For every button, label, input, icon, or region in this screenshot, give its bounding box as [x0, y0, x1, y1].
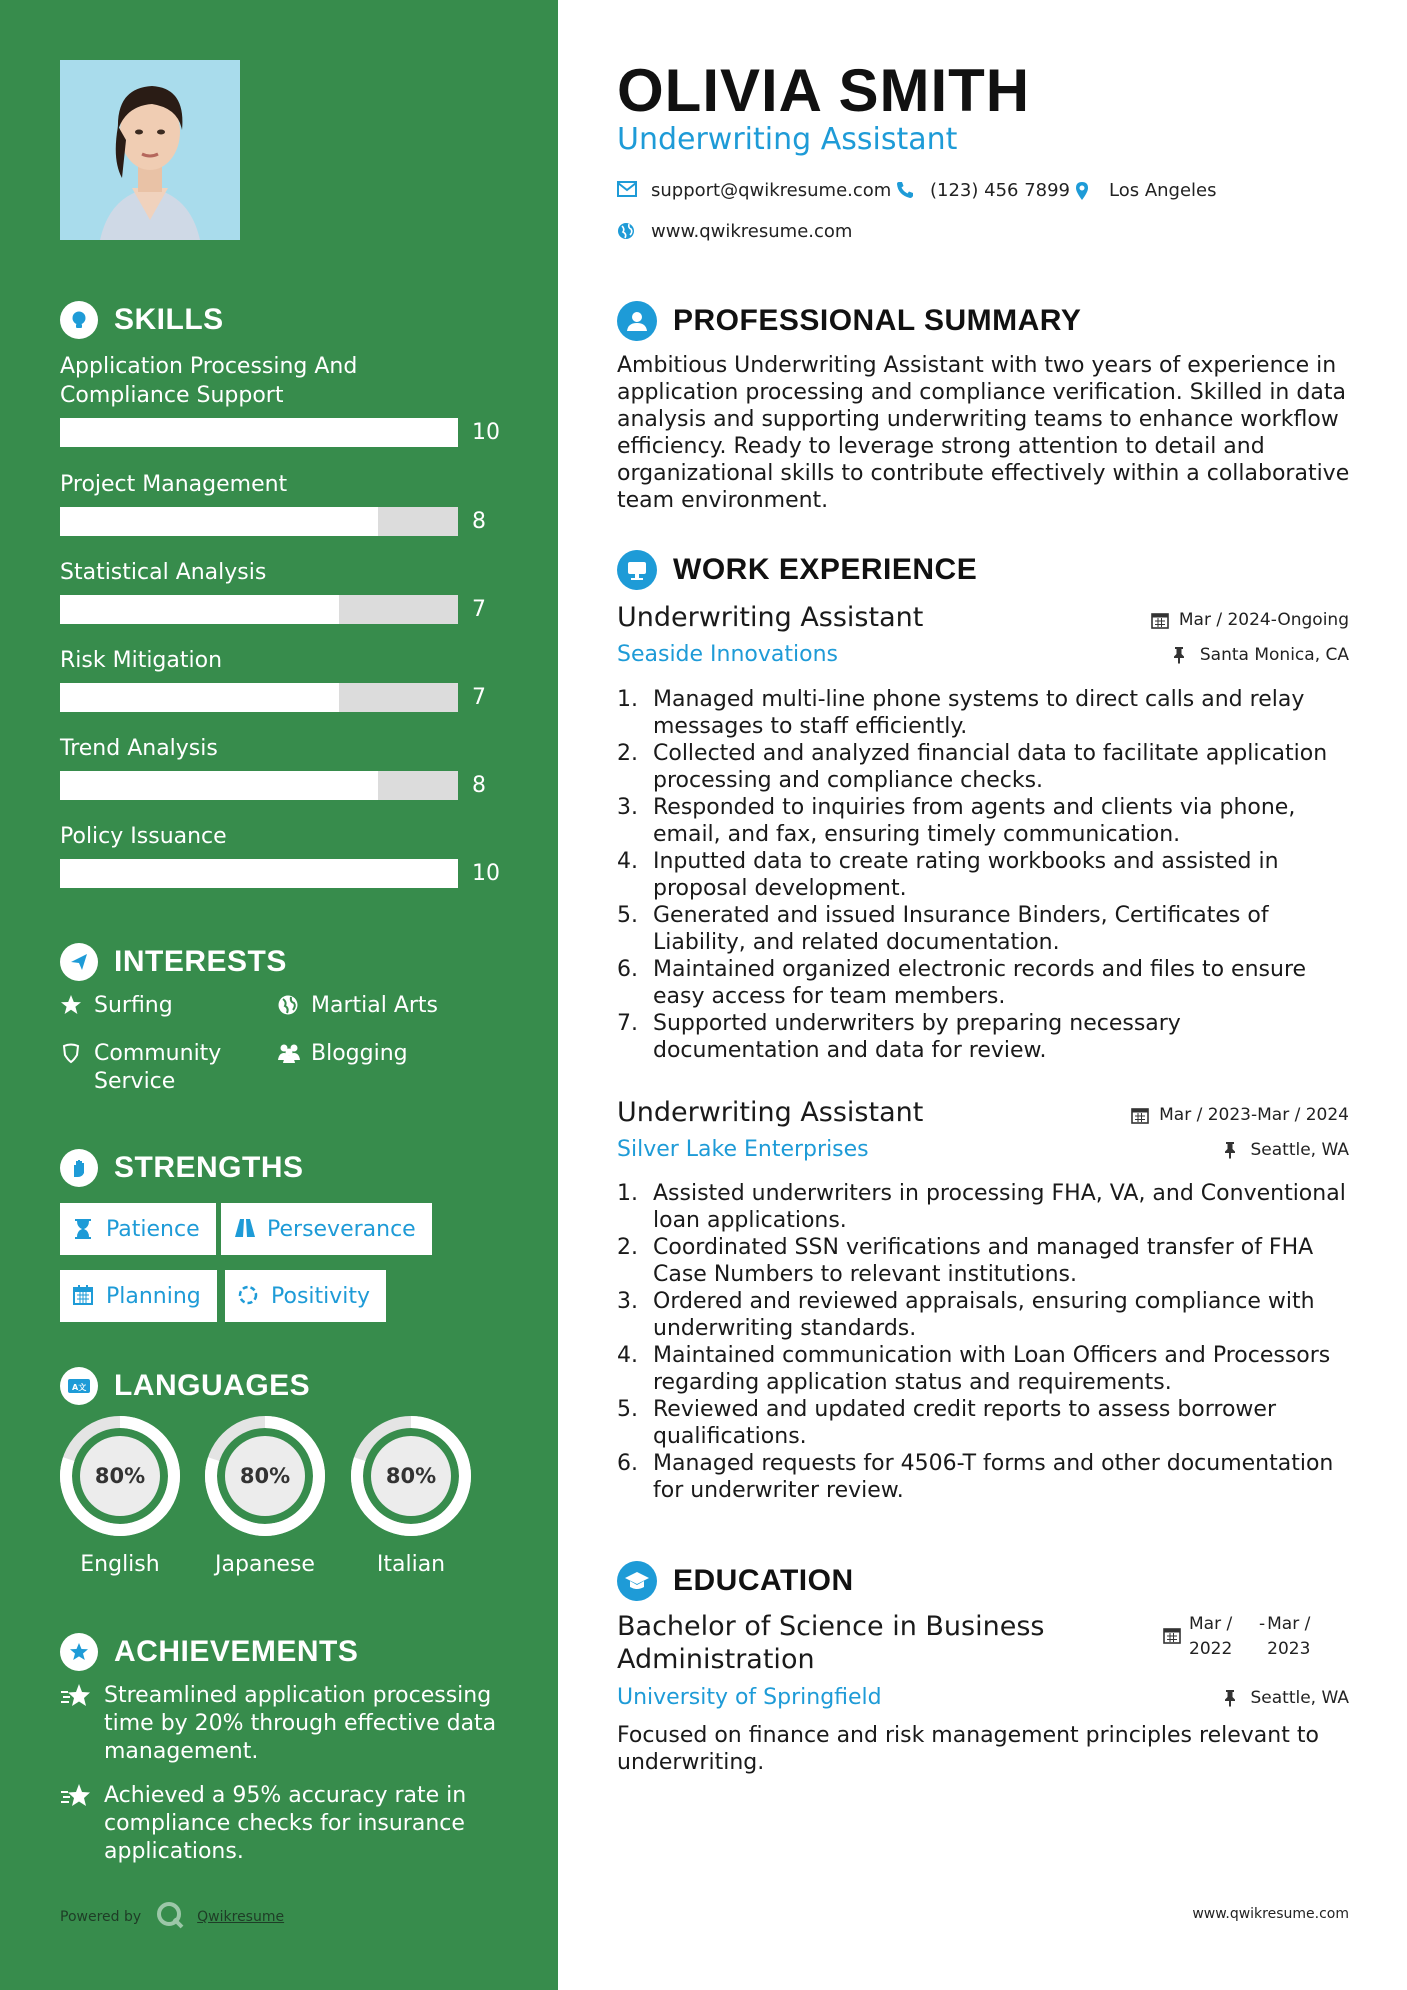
- skill-bar-fill: [60, 418, 458, 447]
- interest-item: [60, 1040, 260, 1096]
- strengths-heading: [60, 1148, 510, 1188]
- sidebar: [0, 0, 558, 1990]
- job-dates-text: Mar / 2024-Ongoing: [1178, 610, 1349, 630]
- contact-phone[interactable]: [896, 180, 1070, 201]
- job-location-text: Seattle, WA: [1250, 1140, 1349, 1160]
- job-location: [1223, 1140, 1350, 1160]
- experience-heading: [617, 550, 977, 590]
- skill-name: Risk Mitigation: [60, 648, 223, 673]
- school-name: University of Springfield: [617, 1685, 882, 1710]
- duty-text: Inputted data to create rating workbooks and assisted in proposal development.: [653, 849, 1279, 901]
- interest-item: [277, 992, 497, 1020]
- interests-section: [60, 942, 510, 982]
- interest-label: Community Service: [94, 1041, 222, 1094]
- duty-text: Assisted underwriters in processing FHA, VA, and Conventional loan applications.: [653, 1181, 1346, 1233]
- duty-text: Generated and issued Insurance Binders, Certificates of Liability, and related documentation.: [653, 903, 1269, 955]
- pushpin-icon: [1172, 646, 1190, 664]
- interest-label: Blogging: [311, 1041, 408, 1066]
- skill-value: 8: [472, 773, 486, 798]
- language-item: [58, 1414, 182, 1577]
- job-duties: [617, 1180, 1357, 1504]
- map-pin-icon: [1075, 181, 1095, 201]
- summary-heading: [617, 301, 1081, 341]
- globe-icon: [277, 994, 301, 1018]
- candidate-title: Underwriting Assistant: [617, 122, 958, 157]
- envelope-icon: [617, 181, 637, 201]
- circle-notch-icon: [237, 1284, 261, 1308]
- interests-heading: [60, 942, 510, 982]
- job-title: Underwriting Assistant: [617, 602, 924, 633]
- language-item: [203, 1414, 327, 1577]
- user-icon: [617, 301, 657, 341]
- languages-section: [60, 1366, 510, 1406]
- duty-text: Maintained organized electronic records and files to ensure easy access for team members.: [653, 957, 1307, 1009]
- qwikresume-link[interactable]: Qwikresume: [197, 1909, 285, 1925]
- summary-title: PROFESSIONAL SUMMARY: [673, 304, 1082, 337]
- achievements-title: ACHIEVEMENTS: [114, 1635, 359, 1668]
- strength-chip: [60, 1203, 216, 1255]
- job-duties: [617, 686, 1357, 1064]
- skill-item: [60, 734, 510, 800]
- briefcase-icon: [617, 550, 657, 590]
- skill-name: Policy Issuance: [60, 824, 227, 849]
- achievement-item: [60, 1782, 500, 1866]
- profile-photo: [60, 60, 240, 240]
- skill-bar: [60, 771, 458, 800]
- location-text: Los Angeles: [1109, 180, 1217, 201]
- skill-bar: [60, 859, 458, 888]
- strength-label: Patience: [106, 1216, 200, 1242]
- phone-icon: [896, 181, 916, 201]
- strength-chip: [221, 1203, 432, 1255]
- education-description: Focused on finance and risk management principles relevant to underwriting.: [617, 1723, 1319, 1775]
- star-trail-icon: [60, 1782, 92, 1810]
- skills-section: [60, 300, 510, 340]
- duty-text: Maintained communication with Loan Officers and Processors regarding application status and requirements.: [653, 1343, 1331, 1395]
- skill-name: Application Processing And Compliance Support: [60, 354, 358, 408]
- job-location: [1172, 645, 1349, 665]
- skills-heading: [60, 300, 510, 340]
- star-trail-icon: [60, 1682, 92, 1710]
- education-date-separator: -: [1259, 1614, 1266, 1634]
- graduation-cap-icon: [617, 1561, 657, 1601]
- users-icon: [277, 1042, 301, 1066]
- strength-chip: [225, 1270, 386, 1322]
- hand-icon: [60, 1149, 98, 1187]
- strength-label: Perseverance: [267, 1216, 416, 1242]
- email-text: support@qwikresume.com: [651, 180, 892, 201]
- job-company: Seaside Innovations: [617, 642, 838, 667]
- achievements-heading: [60, 1632, 510, 1672]
- skill-value: 10: [472, 861, 500, 886]
- skill-bar-fill: [60, 595, 339, 624]
- skill-item: [60, 822, 510, 888]
- star-badge-icon: [60, 1633, 98, 1671]
- strengths-title: STRENGTHS: [114, 1151, 304, 1184]
- education-location-text: Seattle, WA: [1250, 1688, 1349, 1708]
- strength-chip: [60, 1270, 217, 1322]
- languages-heading: [60, 1366, 510, 1406]
- duty-item: 5. Generated and issued Insurance Binders, Certificates of Liability, and related documentation.: [617, 902, 1357, 956]
- website-text: www.qwikresume.com: [651, 221, 853, 242]
- globe-icon: [617, 222, 637, 242]
- language-item: [349, 1414, 473, 1577]
- interest-label: Martial Arts: [311, 993, 439, 1018]
- job-dates-text: Mar / 2023-Mar / 2024: [1159, 1105, 1349, 1125]
- duty-item: 7. Supported underwriters by preparing necessary documentation and data for review.: [617, 1010, 1357, 1064]
- interest-item: [60, 992, 260, 1020]
- experience-title: WORK EXPERIENCE: [673, 553, 978, 586]
- strength-label: Positivity: [271, 1283, 371, 1309]
- education-heading: [617, 1561, 854, 1601]
- star-icon: [60, 994, 84, 1018]
- hourglass-icon: [72, 1217, 96, 1241]
- powered-by-label: Powered by: [60, 1909, 142, 1925]
- skill-item: [60, 352, 510, 447]
- interest-label: Surfing: [94, 993, 173, 1018]
- education-title: EDUCATION: [673, 1564, 854, 1597]
- language-icon: [60, 1367, 98, 1405]
- svg-text:A文: A文: [72, 1383, 87, 1392]
- job-location-text: Santa Monica, CA: [1199, 645, 1349, 665]
- skill-item: [60, 470, 510, 536]
- language-name: English: [80, 1552, 160, 1577]
- language-ring: [349, 1414, 473, 1538]
- duty-text: Managed requests for 4506-T forms and other documentation for underwriter review.: [653, 1451, 1334, 1503]
- duty-text: Reviewed and updated credit reports to assess borrower qualifications.: [653, 1397, 1276, 1449]
- skill-bar: [60, 595, 458, 624]
- duty-item: 3. Responded to inquiries from agents and clients via phone, email, and fax, ensuring timely communication.: [617, 794, 1357, 848]
- skill-bar: [60, 418, 458, 447]
- powered-by: [60, 1900, 284, 1934]
- skill-item: [60, 646, 510, 712]
- skills-title: SKILLS: [114, 303, 224, 336]
- duty-item: 4. Maintained communication with Loan Officers and Processors regarding application status and requirements.: [617, 1342, 1357, 1396]
- language-percent: 80%: [371, 1436, 451, 1516]
- calendar-icon: [1151, 611, 1169, 629]
- strength-label: Planning: [106, 1283, 201, 1309]
- footer-website[interactable]: www.qwikresume.com: [1192, 1906, 1349, 1922]
- duty-text: Coordinated SSN verifications and managed transfer of FHA Case Numbers to relevant institutions.: [653, 1235, 1314, 1287]
- job-dates: [1131, 1105, 1349, 1125]
- language-ring: [203, 1414, 327, 1538]
- language-name: Japanese: [215, 1552, 315, 1577]
- interest-item: [277, 1040, 497, 1068]
- duty-item: 6. Managed requests for 4506-T forms and other documentation for underwriter review.: [617, 1450, 1357, 1504]
- language-percent: 80%: [80, 1436, 160, 1516]
- calendar-icon: [1131, 1106, 1149, 1124]
- pushpin-icon: [1223, 1141, 1241, 1159]
- skill-value: 7: [472, 685, 486, 710]
- language-ring: [58, 1414, 182, 1538]
- skill-name: Statistical Analysis: [60, 560, 267, 585]
- candidate-name: OLIVIA SMITH: [617, 57, 1031, 124]
- duty-item: 2. Coordinated SSN verifications and managed transfer of FHA Case Numbers to relevant institutions.: [617, 1234, 1357, 1288]
- duty-item: 1. Managed multi-line phone systems to direct calls and relay messages to staff efficiently.: [617, 686, 1357, 740]
- skill-name: Project Management: [60, 472, 288, 497]
- skill-value: 10: [472, 420, 500, 445]
- job-title: Underwriting Assistant: [617, 1097, 924, 1128]
- skill-bar-fill: [60, 859, 458, 888]
- lightbulb-icon: [60, 301, 98, 339]
- contact-location: [1075, 180, 1217, 201]
- duty-item: 1. Assisted underwriters in processing FHA, VA, and Conventional loan applications.: [617, 1180, 1357, 1234]
- achievement-text: Streamlined application processing time by 20% through effective data management.: [104, 1683, 497, 1764]
- duty-text: Collected and analyzed financial data to facilitate application processing and compliance checks.: [653, 741, 1328, 793]
- duty-item: 6. Maintained organized electronic records and files to ensure easy access for team members.: [617, 956, 1357, 1010]
- skill-item: [60, 558, 510, 624]
- calendar-icon: [1163, 1626, 1181, 1644]
- duty-item: 4. Inputted data to create rating workbooks and assisted in proposal development.: [617, 848, 1357, 902]
- degree-title: Bachelor of Science in Business Administration: [617, 1611, 1045, 1675]
- pushpin-icon: [1223, 1689, 1241, 1707]
- language-percent: 80%: [225, 1436, 305, 1516]
- achievement-item: [60, 1682, 500, 1766]
- education-location: [1223, 1688, 1350, 1708]
- skill-name: Trend Analysis: [60, 736, 218, 761]
- duty-text: Ordered and reviewed appraisals, ensuring compliance with underwriting standards.: [653, 1289, 1315, 1341]
- achievement-text: Achieved a 95% accuracy rate in compliance checks for insurance applications.: [104, 1783, 467, 1864]
- duty-item: 5. Reviewed and updated credit reports to assess borrower qualifications.: [617, 1396, 1357, 1450]
- language-name: Italian: [376, 1552, 446, 1577]
- skill-value: 7: [472, 597, 486, 622]
- education-dates: [1163, 1612, 1329, 1662]
- languages-title: LANGUAGES: [114, 1369, 311, 1402]
- duty-item: 3. Ordered and reviewed appraisals, ensuring compliance with underwriting standards.: [617, 1288, 1357, 1342]
- summary-text: Ambitious Underwriting Assistant with two years of experience in application processing and compliance verification. Skilled in data analysis and supporting underwriting teams to enhance workflow efficiency. Ready to leverage strong attention to detail and organizational skills to contribute effectively within a collaborative team environment.: [617, 353, 1350, 513]
- duty-text: Responded to inquiries from agents and clients via phone, email, and fax, ensuring timely communication.: [653, 795, 1296, 847]
- job-company: Silver Lake Enterprises: [617, 1137, 869, 1162]
- duty-item: 2. Collected and analyzed financial data to facilitate application processing and compliance checks.: [617, 740, 1357, 794]
- interests-title: INTERESTS: [114, 945, 287, 978]
- calendar-icon: [72, 1284, 96, 1308]
- skill-bar: [60, 507, 458, 536]
- shield-icon: [60, 1042, 84, 1066]
- contact-email[interactable]: [617, 180, 891, 201]
- skill-bar: [60, 683, 458, 712]
- phone-text: (123) 456 7899: [930, 180, 1071, 201]
- qwikresume-logo-icon: [155, 1900, 185, 1934]
- strengths-section: [60, 1148, 510, 1188]
- skill-bar-fill: [60, 683, 339, 712]
- education-end: Mar / 2023: [1267, 1614, 1311, 1659]
- education-start: Mar / 2022: [1189, 1614, 1233, 1659]
- road-icon: [233, 1217, 257, 1241]
- duty-text: Supported underwriters by preparing necessary documentation and data for review.: [653, 1011, 1181, 1063]
- contact-website[interactable]: [617, 221, 852, 242]
- skill-value: 8: [472, 509, 486, 534]
- skill-bar-fill: [60, 507, 378, 536]
- job-dates: [1151, 610, 1349, 630]
- duty-text: Managed multi-line phone systems to direct calls and relay messages to staff efficiently.: [653, 687, 1305, 739]
- achievements-section: [60, 1632, 510, 1672]
- skill-bar-fill: [60, 771, 378, 800]
- paper-plane-icon: [60, 943, 98, 981]
